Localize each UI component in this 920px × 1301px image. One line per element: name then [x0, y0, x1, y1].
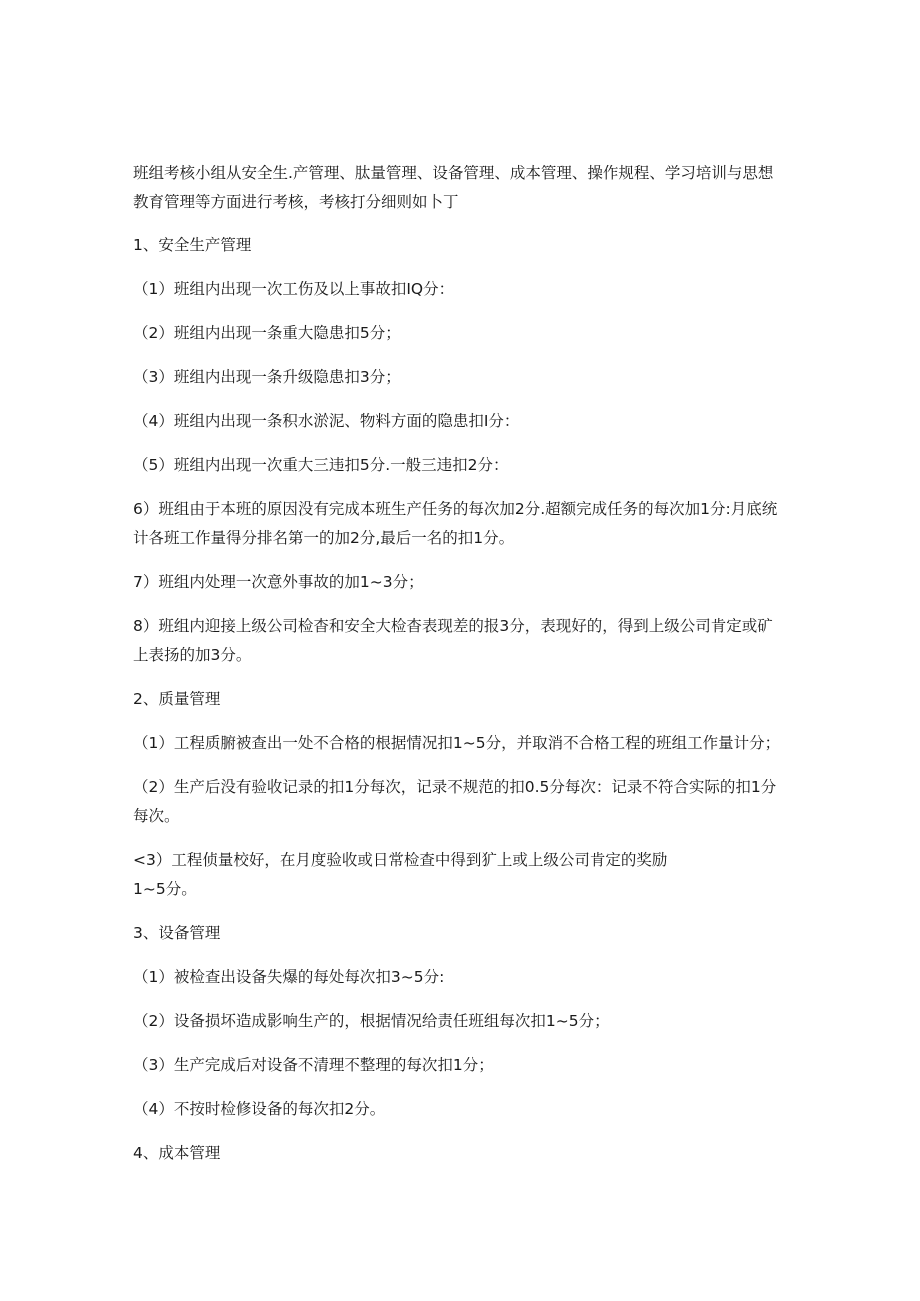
document-page [133, 159, 785, 1183]
safety-item: 7）班组内处理一次意外事故的加1~3分； [133, 573, 424, 591]
section-heading-equipment: 3、设备管理 [133, 924, 221, 942]
section-heading-quality: 2、质量管理 [133, 690, 221, 708]
safety-item: （3）班组内出现一条升级隐患扣3分； [133, 368, 401, 386]
safety-item: （5）班组内出现一次重大三违扣5分.一般三违扣2分： [133, 456, 509, 474]
safety-item: （2）班组内出现一条重大隐患扣5分； [133, 324, 401, 342]
equipment-item: （2）设备损坏造成影响生产的，根据情况给责任班组每次扣1~5分； [133, 1012, 610, 1030]
section-heading-safety: 1、安全生产管理 [133, 236, 252, 254]
safety-item: 8）班组内迎接上级公司检杳和安全大检杳表现差的报3分，表现好的，得到上级公司肯定或矿上表扬的加3分。 [133, 617, 773, 664]
safety-item: （1）班组内出现一次工伤及以上事故扣IQ分： [133, 280, 455, 298]
quality-item: （2）生产后没有验收记录的扣1分每次，记录不规范的扣0.5分每次：记录不符合实际的扣1分每次。 [133, 778, 777, 825]
equipment-item: （4）不按时检修设备的每次扣2分。 [133, 1100, 386, 1118]
equipment-item: （1）被检查出设备失爆的每处每次扣3~5分: [133, 968, 445, 986]
quality-item: （1）工程质腑被查出一处不合格的根据情况扣1~5分，并取消不合格工程的班组工作量计分； [133, 734, 781, 752]
safety-item: （4）班组内出现一条积水淤泥、物料方面的隐患扣I分： [133, 412, 520, 430]
intro-paragraph: 班组考核小组从安全生.产管理、肽量管理、设备管理、成本管理、操作规程、学习培训与思想教育管理等方面进行考核，考核打分细则如卜丁 [133, 164, 774, 211]
quality-item: <3）工程侦量校好，在月度验收或日常检查中得到犷上或上级公司肯定的奖励 1~5分。 [133, 851, 668, 898]
safety-item: 6）班组由于本班的原因没有完成本班生产任务的每次加2分.超额完成任务的每次加1分:月底统计各班工作量得分排名第一的加2分,最后一名的扣1分。 [133, 500, 778, 547]
section-heading-cost: 4、成本管理 [133, 1144, 221, 1162]
equipment-item: （3）生产完成后对设备不清理不整理的每次扣1分； [133, 1056, 494, 1074]
